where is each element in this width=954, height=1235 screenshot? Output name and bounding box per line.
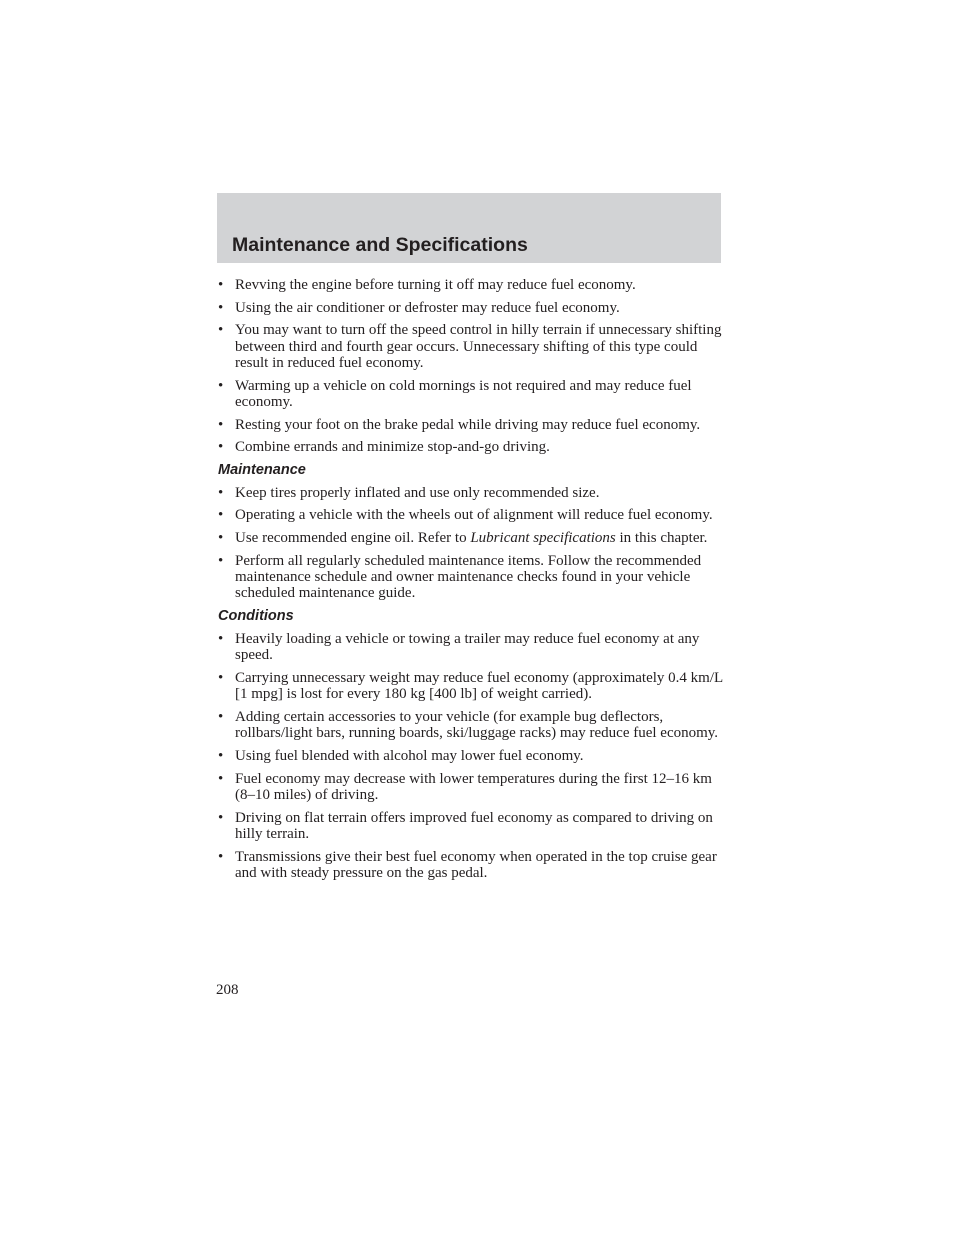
list-item: • Fuel economy may decrease with lower temperatures during the first 12–16 km (8–10 miles) of driving. [218,770,712,803]
section-header-band [217,193,721,263]
list-item: • Adding certain accessories to your vehicle (for example bug deflectors, rollbars/light bars, running boards, ski/luggage racks) may reduce fuel economy. [218,708,719,742]
list-item: • Resting your foot on the brake pedal while driving may reduce fuel economy. [218,416,701,433]
list-item: • Keep tires properly inflated and use only recommended size. [218,484,600,501]
list-item: • Driving on flat terrain offers improved fuel economy as compared to driving on hilly terrain. [218,809,713,842]
lubricant-specifications-reference: Lubricant specifications [470,529,616,546]
bullet-icon: • [218,770,224,787]
list-item: • Perform all regularly scheduled maintenance items. Follow the recommended maintenance schedule and owner maintenance checks found in your vehicle scheduled maintenance guide. [218,552,702,602]
maintenance-list [218,485,724,602]
bullet-icon: • [218,322,224,339]
list-item: • Revving the engine before turning it off may reduce fuel economy. [218,277,636,293]
bullet-icon: • [218,848,224,865]
bullet-icon: • [218,630,224,647]
list-item: • You may want to turn off the speed control in hilly terrain if unnecessary shifting between third and fourth gear occurs. Unnecessary shifting of this type could result in reduced fuel economy. [218,322,722,371]
bullet-icon: • [218,439,224,456]
bullet-icon: • [218,529,224,546]
bullet-icon: • [218,809,224,826]
bullet-icon: • [218,299,224,316]
bullet-icon: • [218,708,224,725]
list-item: • Operating a vehicle with the wheels out of alignment will reduce fuel economy. [218,507,713,524]
list-item: • Use recommended engine oil. Refer to Lubricant specifications in this chapter. [218,529,708,546]
bullet-icon: • [218,747,224,764]
list-item: • Using fuel blended with alcohol may lower fuel economy. [218,747,584,764]
conditions-heading: Conditions [218,607,294,624]
list-item: • Combine errands and minimize stop-and-go driving. [218,439,550,456]
page-number: 208 [216,982,239,998]
bullet-icon: • [218,669,224,686]
bullet-icon: • [218,484,224,501]
list-item: • Heavily loading a vehicle or towing a trailer may reduce fuel economy at any speed. [218,630,700,664]
bullet-icon: • [218,507,224,524]
list-item: • Warming up a vehicle on cold mornings is not required and may reduce fuel economy. [218,377,692,410]
list-item: • Using the air conditioner or defroster may reduce fuel economy. [218,299,620,316]
bullet-icon: • [218,552,224,569]
bullet-icon: • [218,377,224,394]
fuel-economy-tips-list [218,277,724,456]
maintenance-heading: Maintenance [218,461,306,478]
bullet-icon: • [218,277,224,293]
conditions-list [218,631,724,881]
page-content [218,277,724,888]
list-item: • Carrying unnecessary weight may reduce fuel economy (approximately 0.4 km/L [1 mpg] is lost for every 180 kg [400 lb] of weight carried). [218,669,723,703]
bullet-icon: • [218,416,224,433]
section-title: Maintenance and Specifications [232,234,528,256]
list-item: • Transmissions give their best fuel economy when operated in the top cruise gear and with steady pressure on the gas pedal. [218,848,717,881]
